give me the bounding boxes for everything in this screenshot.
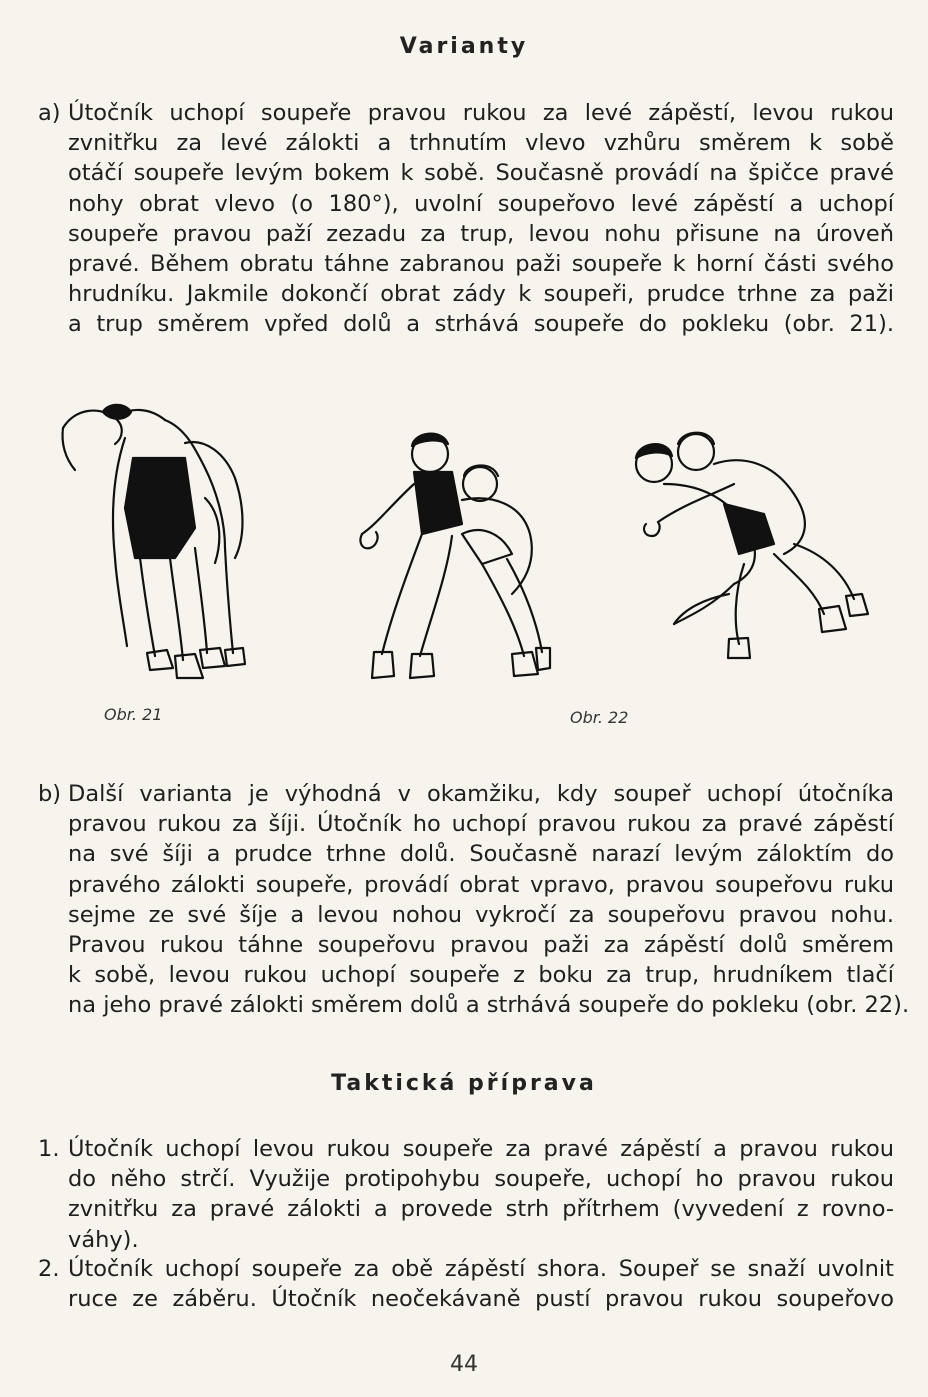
page-number: 44 — [450, 1352, 478, 1377]
paragraph-b-line: k sobě, levou rukou uchopí soupeře z boku za trup, hrudníkem tlačí — [68, 962, 894, 989]
tactics-item-1-line: zvnitřku za pravé zálokti a provede strh přítrhem (vyvedení z rovno- — [68, 1196, 894, 1223]
paragraph-a — [38, 98, 894, 340]
figure-22a-illustration — [352, 424, 552, 694]
figure-22-caption: Obr. 22 — [570, 708, 629, 727]
figure-21-caption: Obr. 21 — [104, 705, 163, 724]
paragraph-b-marker: b) — [38, 781, 62, 807]
paragraph-b-line: na své šíji a prudce trhne dolů. Současně narazí levým záloktím do — [68, 841, 894, 868]
paragraph-b-line: Pravou rukou táhne soupeřovu pravou paži za zápěstí dolů směrem — [68, 932, 894, 959]
tactics-item-2 — [38, 1254, 894, 1314]
paragraph-b — [38, 779, 910, 1021]
paragraph-a-line: otáčí soupeře levým bokem k sobě. Současně provádí na špičce pravé — [68, 160, 894, 187]
paragraph-b-line: Další varianta je výhodná v okamžiku, kdy soupeř uchopí útočníka — [68, 781, 894, 807]
paragraph-a-line: soupeře pravou paží zezadu za trup, levou nohu přisune na úroveň — [68, 220, 894, 247]
tactics-item-1 — [38, 1134, 894, 1255]
paragraph-a-line: Útočník uchopí soupeře pravou rukou za levé zápěstí, levou rukou — [68, 100, 894, 126]
figure-22b-illustration — [624, 424, 874, 664]
paragraph-b-line: na jeho pravé zálokti směrem dolů a strhává soupeře do pokleku (obr. 22). — [68, 992, 910, 1019]
tactics-item-2-line: Útočník uchopí soupeře za obě zápěstí shora. Soupeř se snaží uvolnit — [68, 1256, 894, 1282]
figure-21-illustration — [55, 398, 255, 688]
paragraph-b-line: sejme ze své šíje a levou nohou vykročí za soupeřovu pravou nohu. — [68, 901, 894, 928]
paragraph-a-line: nohy obrat vlevo (o 180°), uvolní soupeřovo levé zápěstí a uchopí — [68, 190, 894, 217]
paragraph-b-line: pravého zálokti soupeře, provádí obrat vpravo, pravou soupeřovu ruku — [68, 871, 894, 898]
paragraph-a-line: pravé. Během obratu táhne zabranou paži soupeře k horní části svého — [68, 251, 894, 278]
tactics-item-2-marker: 2. — [38, 1256, 60, 1282]
tactics-item-1-line: váhy). — [68, 1226, 139, 1253]
tactics-item-1-marker: 1. — [38, 1136, 60, 1162]
paragraph-a-line: hrudníku. Jakmile dokončí obrat zády k soupeři, prudce trhne za paži — [68, 281, 894, 308]
tactics-item-1-line: do něho strčí. Využije protipohybu soupeře, uchopí ho pravou rukou — [68, 1166, 894, 1193]
paragraph-a-line: a trup směrem vpřed dolů a strhává soupeře do pokleku (obr. 21). — [68, 311, 894, 338]
paragraph-a-marker: a) — [38, 100, 61, 126]
section-title-tactics: Taktická příprava — [331, 1071, 597, 1096]
tactics-item-2-line: ruce ze záběru. Útočník neočekávaně pustí pravou rukou soupeřovo — [68, 1286, 894, 1313]
section-title-variants: Varianty — [399, 34, 529, 59]
paragraph-b-line: pravou rukou za šíji. Útočník ho uchopí pravou rukou za pravé zápěstí — [68, 811, 894, 838]
paragraph-a-line: zvnitřku za levé zálokti a trhnutím vlevo vzhůru směrem k sobě — [68, 130, 894, 157]
tactics-item-1-line: Útočník uchopí levou rukou soupeře za pravé zápěstí a pravou rukou — [68, 1136, 894, 1162]
